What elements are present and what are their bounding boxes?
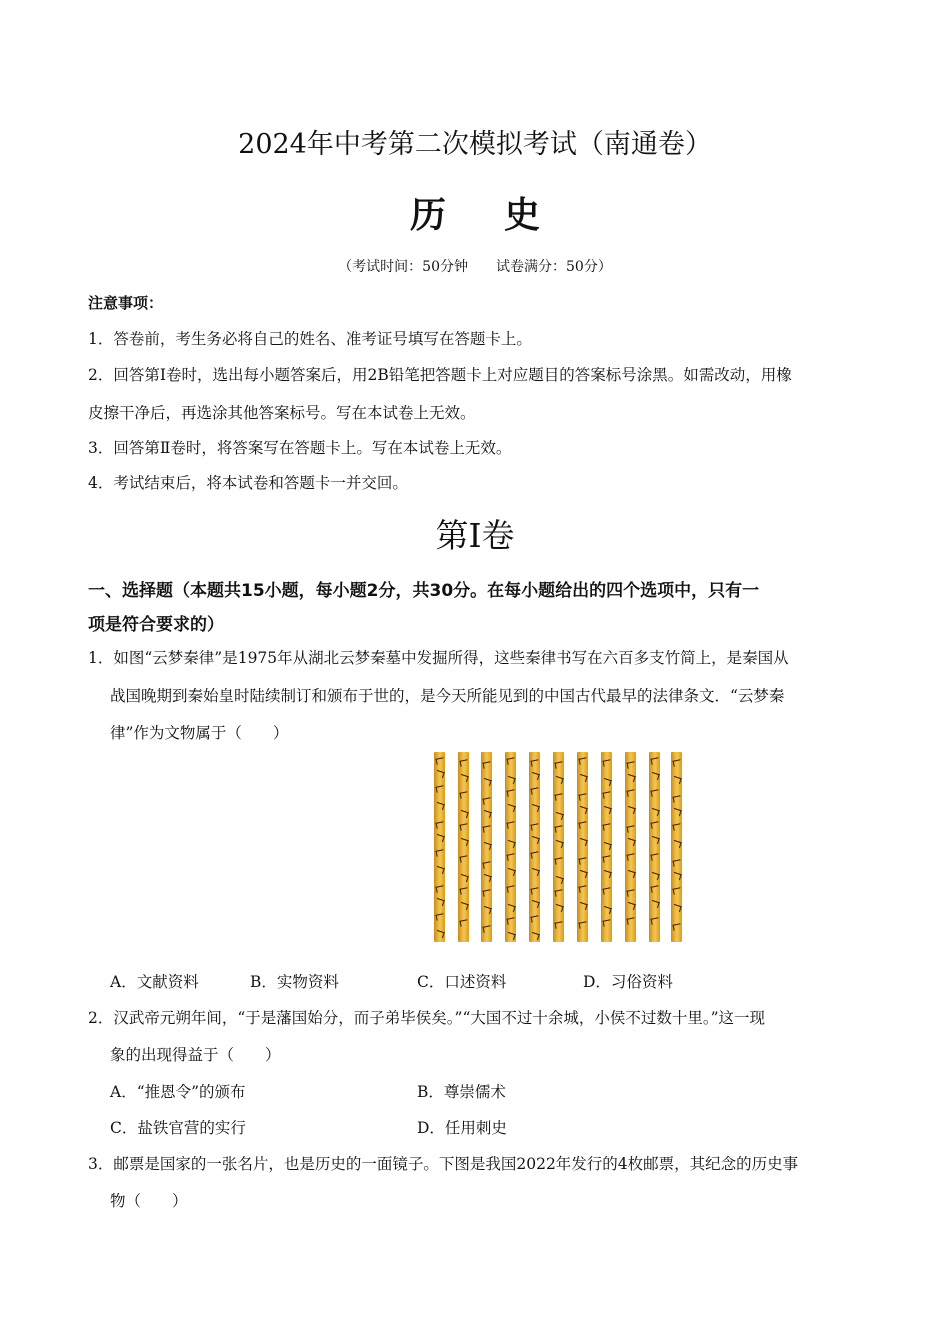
exam-title: 2024年中考第二次模拟考试（南通卷） bbox=[238, 129, 712, 160]
question-1-option-d: D．习俗资料 bbox=[583, 973, 673, 991]
bamboo-slip bbox=[434, 752, 445, 942]
question-1-text: 1．如图“云梦秦律”是1975年从湖北云梦秦墓中发掘所得，这些秦律书写在六百多支竹简上，是秦国从 bbox=[88, 649, 789, 667]
exam-time-info bbox=[0, 256, 950, 276]
question-1-option-a: A．文献资料 bbox=[110, 973, 199, 991]
notice-heading: 注意事项： bbox=[88, 294, 164, 312]
subject-char-2: 史 bbox=[504, 194, 541, 236]
bamboo-slip bbox=[553, 752, 564, 942]
question-1-option-b: B．实物资料 bbox=[250, 973, 339, 991]
bamboo-slip bbox=[625, 752, 636, 942]
question-2-option-c: C．盐铁官营的实行 bbox=[110, 1119, 246, 1137]
bamboo-slip bbox=[601, 752, 612, 942]
section-title: 第Ⅰ卷 bbox=[435, 516, 515, 555]
bamboo-slip bbox=[505, 752, 516, 942]
exam-full-score: 试卷满分：50分） bbox=[496, 259, 612, 275]
question-2-text: 2．汉武帝元朔年间，“于是藩国始分，而子弟毕侯矣。”“大国不过十余城，小侯不过数十里。”这一现 bbox=[88, 1009, 766, 1027]
notice-item: 3．回答第Ⅱ卷时，将答案写在答题卡上。写在本试卷上无效。 bbox=[88, 439, 512, 457]
question-2-option-d: D．任用刺史 bbox=[417, 1119, 507, 1137]
bamboo-slip bbox=[577, 752, 588, 942]
question-1-text: 律”作为文物属于（ ） bbox=[110, 724, 289, 742]
question-2-option-b: B．尊崇儒术 bbox=[417, 1083, 506, 1101]
bamboo-slip bbox=[671, 752, 682, 942]
question-2-text: 象的出现得益于（ ） bbox=[110, 1046, 281, 1064]
exam-duration: （考试时间：50分钟 bbox=[338, 259, 468, 275]
bamboo-slip bbox=[649, 752, 660, 942]
question-3-text: 物（ ） bbox=[110, 1192, 188, 1210]
bamboo-slip bbox=[529, 752, 540, 942]
subject-char-1: 历 bbox=[409, 194, 446, 236]
subject-title bbox=[0, 187, 950, 238]
part-one-heading-cont: 项是符合要求的） bbox=[88, 615, 224, 635]
question-3-text: 3．邮票是国家的一张名片，也是历史的一面镜子。下图是我国2022年发行的4枚邮票，其纪念的历史事 bbox=[88, 1155, 799, 1173]
notice-item: 4．考试结束后，将本试卷和答题卡一并交回。 bbox=[88, 474, 408, 492]
bamboo-slips-image bbox=[430, 752, 696, 942]
notice-item: 皮擦干净后，再选涂其他答案标号。写在本试卷上无效。 bbox=[88, 404, 476, 422]
part-one-heading: 一、选择题（本题共15小题，每小题2分，共30分。在每小题给出的四个选项中，只有一 bbox=[88, 581, 760, 601]
notice-item: 2．回答第Ⅰ卷时，选出每小题答案后，用2B铅笔把答题卡上对应题目的答案标号涂黑。如需改动，用橡 bbox=[88, 366, 792, 384]
bamboo-slip bbox=[481, 752, 492, 942]
question-1-option-c: C．口述资料 bbox=[417, 973, 507, 991]
notice-item: 1．答卷前，考生务必将自己的姓名、准考证号填写在答题卡上。 bbox=[88, 330, 532, 348]
question-2-option-a: A．“推恩令”的颁布 bbox=[110, 1083, 246, 1101]
question-1-text: 战国晚期到秦始皇时陆续制订和颁布于世的，是今天所能见到的中国古代最早的法律条文．“云梦秦 bbox=[110, 687, 785, 705]
bamboo-slip bbox=[458, 752, 469, 942]
